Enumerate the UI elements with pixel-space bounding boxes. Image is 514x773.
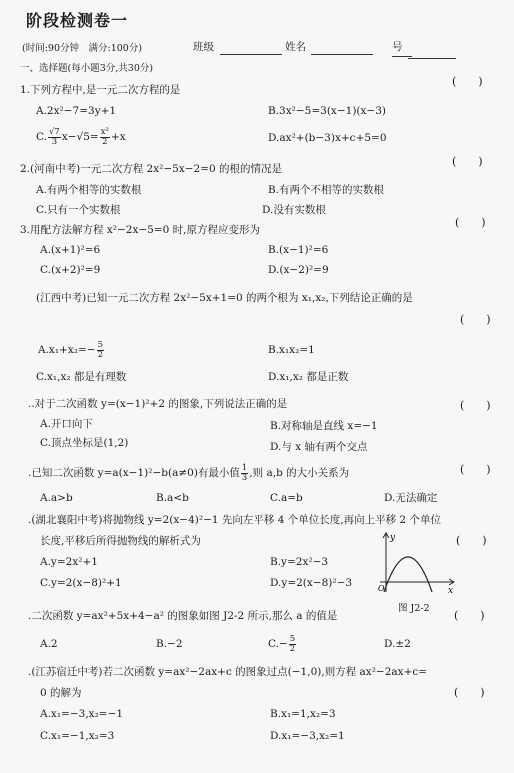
name-blank[interactable] (311, 44, 373, 55)
q8-option-a: A.2 (40, 638, 58, 650)
q8-bracket[interactable]: ( ) (454, 609, 485, 622)
q7-bracket[interactable]: ( ) (456, 534, 487, 547)
q7-stem-line1: .(湖北襄阳中考)将抛物线 y=2(x−4)²−1 先向左平移 4 个单位长度,再向上平移 2 个单位 (28, 514, 441, 526)
q3-stem: 3.用配方法解方程 x²−2x−5=0 时,原方程应变形为 (20, 224, 261, 236)
q5-option-d: D.与 x 轴有两个交点 (270, 441, 368, 453)
name-label: 姓名 (285, 41, 306, 53)
q9-option-c: C.x₁=−1,x₂=3 (40, 730, 115, 742)
q9-stem-line1: .(江苏宿迁中考)若二次函数 y=ax²−2ax+c 的图象过点(−1,0),则方程 ax²−2ax+c= (28, 666, 428, 678)
q8-option-b: B.−2 (156, 638, 183, 650)
q4-option-a: A.x₁+x₂=− $\frac{5}{2}$ (38, 339, 103, 360)
q4-option-c: C.x₁,x₂ 都是有理数 (36, 371, 127, 383)
number-blank[interactable] (408, 48, 456, 59)
q6-bracket[interactable]: ( ) (460, 463, 491, 476)
q3-option-b: B.(x−1)²=6 (268, 244, 329, 256)
q1-option-a: A.2x²−7=3y+1 (36, 105, 117, 117)
q6-option-d: D.无法确定 (384, 492, 438, 504)
q9-bracket[interactable]: ( ) (454, 686, 485, 699)
q6-stem: .已知二次函数 y=a(x−1)²−b(a≠0)有最小值 $\frac{1}{3}$ ,则 a,b 的大小关系为 (28, 462, 350, 483)
q8-stem: .二次函数 y=ax²+5x+4−a² 的图象如图 J2-2 所示,那么 a 的值是 (28, 610, 338, 622)
q2-bracket[interactable]: ( ) (452, 155, 483, 168)
q9-option-d: D.x₁=−3,x₂=1 (270, 730, 345, 742)
q1-option-b: B.3x²−5=3(x−1)(x−3) (268, 105, 387, 117)
q1-bracket[interactable]: ( ) (452, 75, 483, 88)
q7-option-d: D.y=2(x−8)²−3 (270, 577, 353, 589)
page-title: 阶段检测卷一 (26, 11, 129, 30)
y-label: y (390, 533, 396, 543)
q9-stem-line2: 0 的解为 (40, 687, 82, 699)
q9-option-b: B.x₁=1,x₂=3 (270, 708, 336, 720)
q5-stem: ..对于二次函数 y=(x−1)²+2 的图象,下列说法正确的是 (28, 398, 288, 410)
q6-option-b: B.a<b (156, 492, 189, 504)
parabola-figure (378, 530, 458, 600)
q9-option-a: A.x₁=−3,x₂=−1 (40, 708, 124, 720)
q2-option-c: C.只有一个实数根 (36, 204, 121, 216)
section-heading: 一、选择题(每小题3分,共30分) (20, 63, 154, 74)
q2-option-d: D.没有实数根 (262, 204, 326, 216)
q3-option-a: A.(x+1)²=6 (40, 244, 101, 256)
q5-bracket[interactable]: ( ) (460, 399, 491, 412)
q5-option-c: C.顶点坐标是(1,2) (40, 437, 129, 449)
q8-option-d: D.±2 (384, 638, 411, 650)
q6-option-a: A.a>b (40, 492, 73, 504)
origin-label: O (378, 584, 385, 593)
q2-option-b: B.有两个不相等的实数根 (268, 184, 385, 196)
q1-option-c: C. $\frac{√7}{3}$ x−√5= $\frac{\text{x²}}{2}$ +x (36, 126, 126, 147)
q2-option-a: A.有两个相等的实数根 (36, 184, 142, 196)
q2-stem: 2.(河南中考)一元二次方程 2x²−5x−2=0 的根的情况是 (20, 163, 283, 175)
parabola-curve (384, 557, 432, 592)
q4-bracket[interactable]: ( ) (460, 313, 491, 326)
q1-option-d: D.ax²+(b−3)x+c+5=0 (268, 132, 387, 144)
q7-option-a: A.y=2x²+1 (40, 556, 98, 568)
q6-option-c: C.a=b (270, 492, 303, 504)
class-blank[interactable] (220, 44, 282, 55)
q3-option-c: C.(x+2)²=9 (40, 264, 101, 276)
q5-option-b: B.对称轴是直线 x=−1 (270, 420, 378, 432)
figure-caption: 图 J2-2 (398, 603, 430, 614)
q4-stem: (江西中考)已知一元二次方程 2x²−5x+1=0 的两个根为 x₁,x₂,下列结论正确的是 (36, 292, 413, 304)
exam-meta: (时间:90分钟 满分:100分) (22, 43, 143, 54)
x-label: x (448, 586, 454, 596)
q8-option-c: C.− $\frac{5}{2}$ (268, 633, 296, 654)
q3-bracket[interactable]: ( ) (455, 216, 486, 229)
q4-option-d: D.x₁,x₂ 都是正数 (268, 371, 349, 383)
q1-stem: 1.下列方程中,是一元二次方程的是 (20, 84, 181, 96)
class-label: 班级 (193, 41, 214, 53)
q7-option-c: C.y=2(x−8)²+1 (40, 577, 122, 589)
q7-stem-line2: 长度,平移后所得抛物线的解析式为 (40, 535, 201, 547)
q7-option-b: B.y=2x²−3 (270, 556, 329, 568)
q3-option-d: D.(x−2)²=9 (268, 264, 329, 276)
q5-option-a: A.开口向下 (40, 418, 93, 430)
q4-option-b: B.x₁x₂=1 (268, 344, 315, 356)
number-label: 号 (392, 41, 403, 53)
